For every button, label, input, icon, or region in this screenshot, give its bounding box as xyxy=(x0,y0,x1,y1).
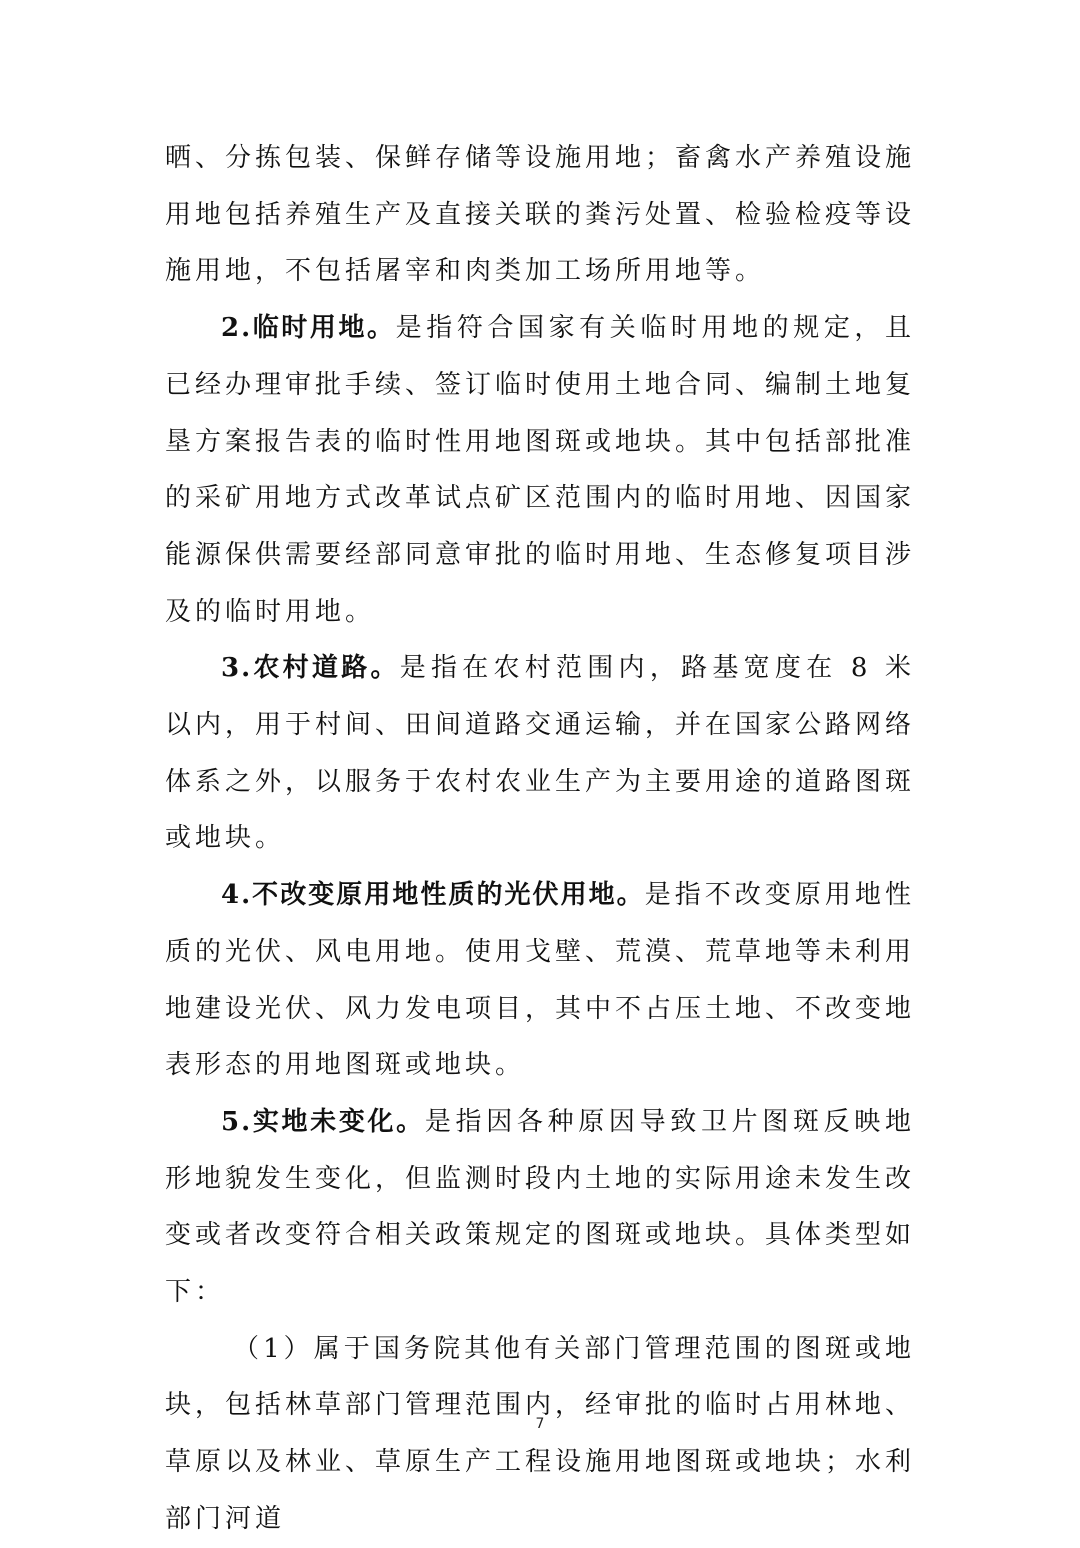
paragraph-temporary-land xyxy=(165,300,915,640)
paragraph-subitem-1 xyxy=(165,1321,915,1548)
paragraph-rural-roads xyxy=(165,640,915,867)
page-number: 7 xyxy=(535,1416,545,1432)
paragraph-heading: 3.农村道路。 xyxy=(221,653,400,684)
paragraph-text: 是指符合国家有关临时用地的规定，且已经办理审批手续、签订临时使用土地合同、编制土地复垦方案报告表的临时性用地图斑或地块。其中包括部批准的采矿用地方式改革试点矿区范围内的临时用地、因国家能源保供需要经部同意审批的临时用地、生态修复项目涉及的临时用地。 xyxy=(165,313,916,627)
paragraph-photovoltaic-land xyxy=(165,867,915,1094)
paragraph-continuation xyxy=(165,130,915,300)
paragraph-heading: 4.不改变原用地性质的光伏用地。 xyxy=(221,880,645,911)
paragraph-text: 是指因各种原因导致卫片图斑反映地形地貌发生变化，但监测时段内土地的实际用途未发生改变或者改变符合相关政策规定的图斑或地块。具体类型如下： xyxy=(165,1106,916,1308)
paragraph-unchanged-land xyxy=(165,1094,915,1321)
paragraph-text: 是指不改变原用地性质的光伏、风电用地。使用戈壁、荒漠、荒草地等未利用地建设光伏、风力发电项目，其中不占压土地、不改变地表形态的用地图斑或地块。 xyxy=(165,880,916,1081)
paragraph-heading: 2.临时用地。 xyxy=(221,313,396,344)
paragraph-text: 晒、分拣包装、保鲜存储等设施用地；畜禽水产养殖设施用地包括养殖生产及直接关联的粪污处置、检验检疫等设施用地，不包括屠宰和肉类加工场所用地等。 xyxy=(165,143,916,287)
paragraph-text: 是指在农村范围内，路基宽度在 8 米以内，用于村间、田间道路交通运输，并在国家公路网络体系之外，以服务于农村农业生产为主要用途的道路图斑或地块。 xyxy=(165,653,916,854)
document-body xyxy=(165,130,915,1548)
paragraph-text: （1）属于国务院其他有关部门管理范围的图斑或地块，包括林草部门管理范围内，经审批的临时占用林地、草原以及林业、草原生产工程设施用地图斑或地块；水利部门河道 xyxy=(165,1333,916,1534)
paragraph-heading: 5.实地未变化。 xyxy=(221,1106,425,1137)
